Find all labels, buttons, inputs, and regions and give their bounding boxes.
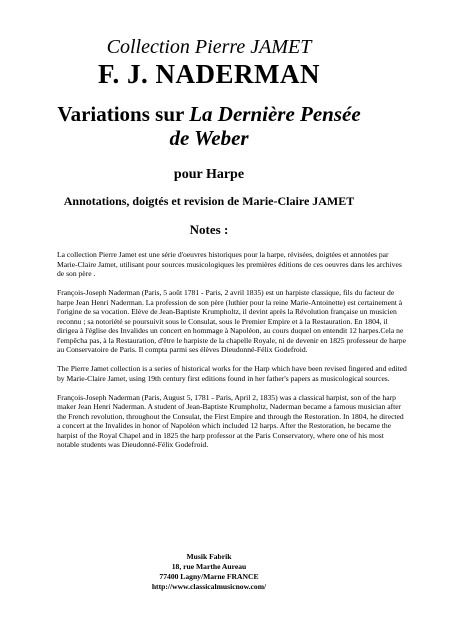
work-title-line-1 xyxy=(0,101,418,127)
paragraph-collection-fr: La collection Pierre Jamet est une série d'oeuvres historiques pour la harpe, révisées, doigtées et annotées par Marie-Claire Jamet, utilisant pour sources musicologiques les premières éditions de ces oeuvres dans les archives de son père . xyxy=(57,250,402,278)
title-prefix: Variations sur xyxy=(57,102,190,126)
publisher-block xyxy=(0,552,418,592)
publisher-url: http://www.classicalmusicnow.com/ xyxy=(151,582,267,591)
notes-heading: Notes : xyxy=(189,222,229,237)
paragraph-biography-fr: François-Joseph Naderman (Paris, 5 août 1781 - Paris, 2 avril 1835) est un harpiste classique, fils du facteur de harpe Jean Henri Naderman. La profession de son père (luthier pour la reine Marie-Antoinette) est certainement à l'origine de sa vocation. Elève de Jean-Baptiste Krumpholtz, il devint après la Révolution française un musicien reconnu ; sa notoriété se poursuivit sous le Consulat, sous le Premier Empire et à la Restauration. En 1804, il dirigea à l'église des Invalides un concert en hommage à Napoléon, au cours duquel on entendit 12 harpes.Cela ne l'empêcha pas, à la Restauration, d'être le harpiste de la chapelle Royale, ni de devenir en 1825 professeur de harpe au Conservatoire de Paris. Il compta parmi ses élèves Dieudonné-Félix Godefroid. xyxy=(57,288,406,354)
composer-name: F. J. NADERMAN xyxy=(98,59,320,89)
paragraph-biography-en: François-Joseph Naderman (Paris, August 5, 1781 - Paris, April 2, 1835) was a classical harpist, son of the harp maker Jean Henri Naderman. A student of Jean-Baptiste Krumpholtz, Naderman became a famous musician after the French revolution, throughout the Consulat, the First Empire and through the Restoration. In 1804, he directed a concert at the Invalides in honor of Napoléon which included 12 harps. After the Restoration, he became the harpist of the Royal Chapel and in 1825 the harp professor at the Paris Conservatory, where one of his most notable students was Dieudonné-Félix Godefroid. xyxy=(57,392,404,449)
publisher-street: 18, rue Marthe Aureau xyxy=(171,562,247,571)
collection-name: Collection Pierre JAMET xyxy=(106,36,312,58)
work-title-line-2: de Weber xyxy=(169,126,249,150)
paragraph-collection-en: The Pierre Jamet collection is a series of historical works for the Harp which have been revised fingered and edited by Marie-Claire Jamet, using 19th century first editions found in her father's papers as musicological sources. xyxy=(57,364,407,383)
publisher-name: Musik Fabrik xyxy=(186,552,232,561)
annotations-credit: Annotations, doigtés et revision de Marie-Claire JAMET xyxy=(63,194,355,208)
publisher-city: 77400 Lagny/Marne FRANCE xyxy=(159,572,259,581)
title-italic-part-1: La Dernière Pensée xyxy=(189,102,361,126)
instrument-line: pour Harpe xyxy=(173,167,245,182)
notes-body xyxy=(57,250,407,459)
